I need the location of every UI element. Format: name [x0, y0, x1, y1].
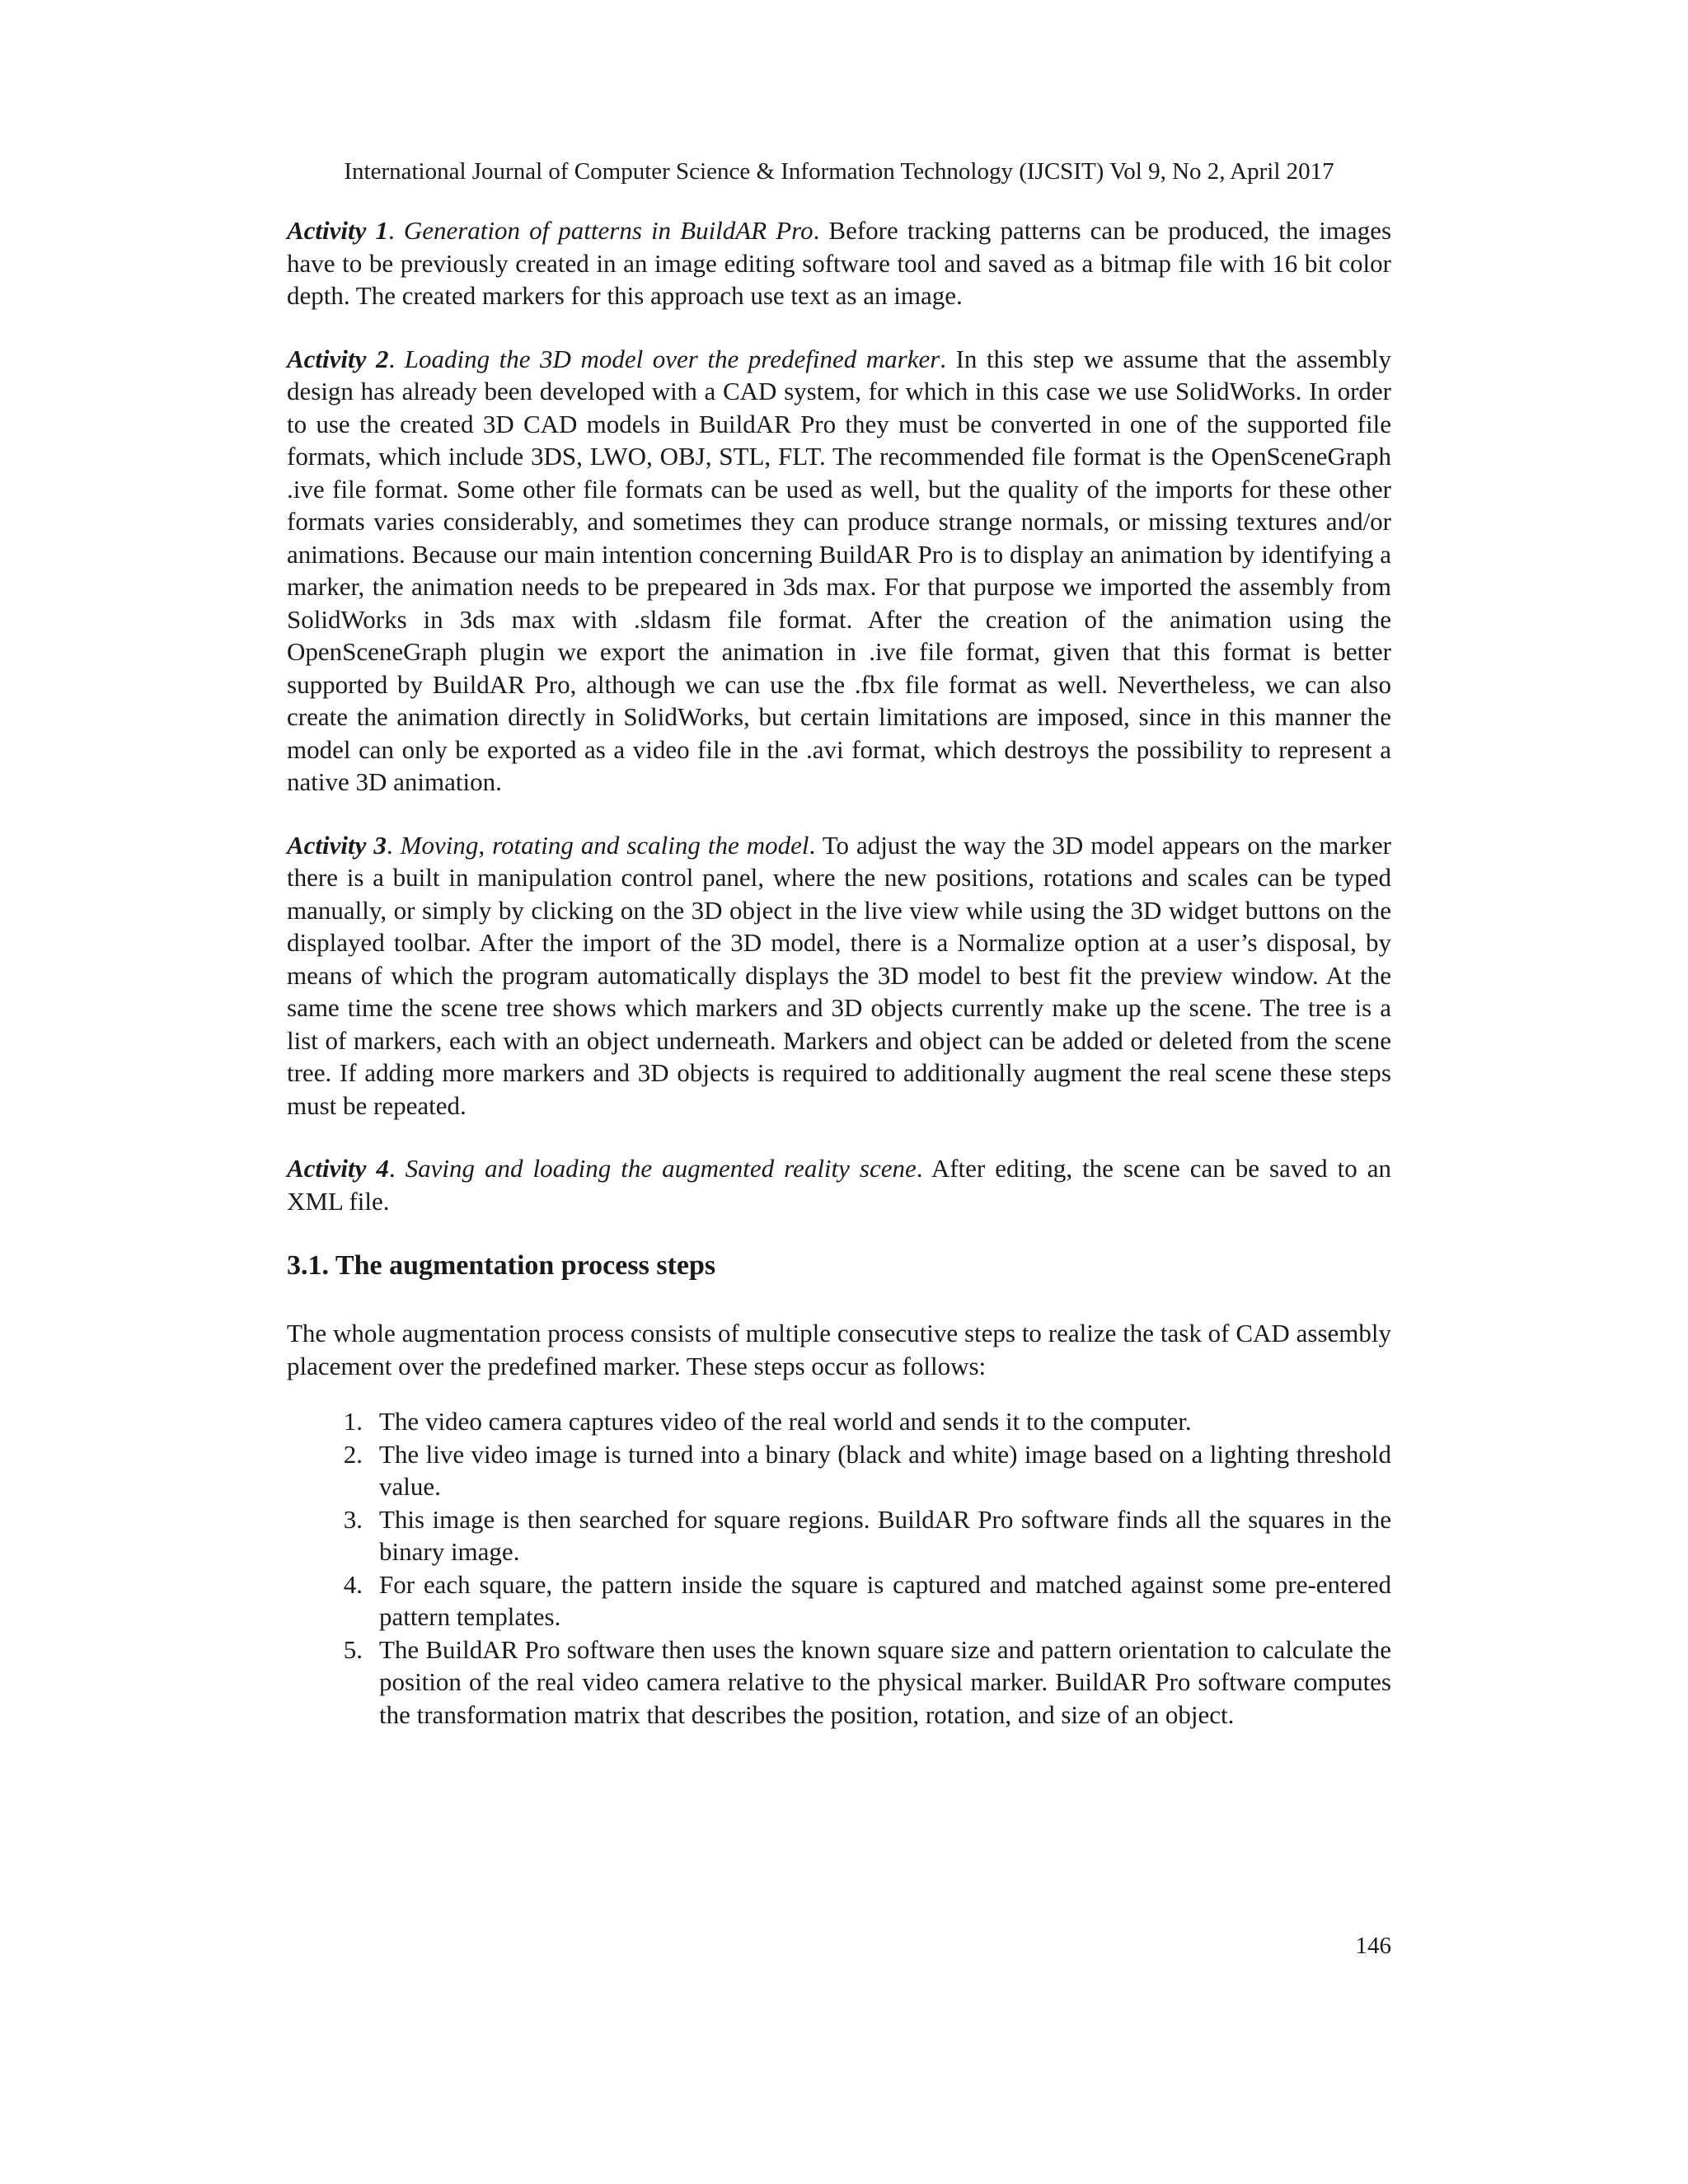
list-item-number: 2. — [343, 1439, 363, 1469]
list-item-number: 5. — [343, 1634, 363, 1664]
activity-3-text: To adjust the way the 3D model appears on the marker there is a built in manipulation control panel, where the new positions, rotations and scales can be typed manually, or simply by clicking on the 3D object in the live view while using the 3D widget buttons on the displayed toolbar. After the import of the 3D model, there is a Normalize option at a user’s disposal, by means of which the program automatically displays the 3D model to best fit the preview window. At the same time the scene tree shows which markers and 3D objects currently make up the scene. The tree is a list of markers, each with an object underneath. Markers and object can be added or deleted from the scene tree. If adding more markers and 3D objects is required to additionally augment the real scene these steps must be repeated. — [287, 830, 1391, 1120]
list-item-number: 4. — [343, 1569, 363, 1599]
activity-4-label: Activity 4 — [287, 1154, 389, 1183]
list-item — [287, 1503, 1391, 1568]
activity-3-title: Moving, rotating and scaling the model — [400, 830, 809, 860]
activity-1-label: Activity 1 — [287, 216, 388, 245]
list-item — [287, 1438, 1391, 1503]
activity-3-paragraph: Activity 3. Moving, rotating and scaling the model. To adjust the way the 3D model appears on the marker there is a built in manipulation control panel, where the new positions, rotations and scales can be typed manually, or simply by clicking on the 3D object in the live view while using the 3D widget buttons on the displayed toolbar. After the import of the 3D model, there is a Normalize option at a user’s disposal, by means of which the program automatically displays the 3D model to best fit the preview window. At the same time the scene tree shows which markers and 3D objects currently make up the scene. The tree is a list of markers, each with an object underneath. Markers and object can be added or deleted from the scene tree. If adding more markers and 3D objects is required to additionally augment the real scene these steps must be repeated. — [287, 830, 1391, 1120]
activity-1-title: Generation of patterns in BuildAR Pro — [403, 216, 814, 245]
list-item — [287, 1568, 1391, 1633]
list-item-text: This image is then searched for square regions. BuildAR Pro software finds all the squares in the binary image. — [379, 1504, 1391, 1566]
running-header: International Journal of Computer Science & Information Technology (IJCSIT) Vol 9, No 2, April 2017 — [344, 158, 1334, 185]
activity-3-label: Activity 3 — [287, 830, 387, 860]
section-intro: The whole augmentation process consists of multiple consecutive steps to realize the task of CAD assembly placement over the predefined marker. These steps occur as follows: — [287, 1319, 1391, 1380]
activity-4-title: Saving and loading the augmented reality scene — [405, 1154, 917, 1183]
activity-1-text: Before tracking patterns can be produced, the images have to be previously created in an image editing software tool and saved as a bitmap file with 16 bit color depth. The created markers for this approach use text as an image. — [287, 216, 1392, 310]
paper-page — [287, 157, 1391, 1731]
activity-2-paragraph: Activity 2. Loading the 3D model over the predefined marker. In this step we assume that the assembly design has already been developed with a CAD system, for which in this case we use SolidWorks. In order to use the created 3D CAD models in BuildAR Pro they must be converted in one of the supported file formats, which include 3DS, LWO, OBJ, STL, FLT. The recommended file format is the OpenSceneGraph .ive file format. Some other file formats can be used as well, but the quality of the imports for these other formats varies considerably, and sometimes they can produce strange normals, or missing textures and/or animations. Because our main intention concerning BuildAR Pro is to display an animation by identifying a marker, the animation needs to be prepeared in 3ds max. For that purpose we imported the assembly from SolidWorks in 3ds max with .sldasm file format. After the creation of the animation using the OpenSceneGraph plugin we export the animation in .ive file format, given that this format is better supported by BuildAR Pro, although we can use the .fbx file format as well. Nevertheless, we can also create the animation directly in SolidWorks, but certain limitations are imposed, since in this manner the model can only be exported as a video file in the .avi format, which destroys the possibility to represent a native 3D animation. — [287, 344, 1392, 796]
list-item-text: For each square, the pattern inside the square is captured and matched against some pre-entered pattern templates. — [379, 1569, 1391, 1631]
activity-4-paragraph: Activity 4. Saving and loading the augmented reality scene. After editing, the scene can be saved to an XML file. — [287, 1154, 1392, 1216]
activity-1-paragraph: Activity 1. Generation of patterns in BuildAR Pro. Before tracking patterns can be produced, the images have to be previously created in an image editing software tool and saved as a bitmap file with 16 bit color depth. The created markers for this approach use text as an image. — [287, 216, 1392, 310]
list-item-text: The video camera captures video of the real world and sends it to the computer. — [379, 1407, 1192, 1436]
page-number: 146 — [1355, 1933, 1391, 1959]
activity-2-text: In this step we assume that the assembly design has already been developed with a CAD system, for which in this case we use SolidWorks. In order to use the created 3D CAD models in BuildAR Pro they must be converted in one of the supported file formats, which include 3DS, LWO, OBJ, STL, FLT. The recommended file format is the OpenSceneGraph .ive file format. Some other file formats can be used as well, but the quality of the imports for these other formats varies considerably, and sometimes they can produce strange normals, or missing textures and/or animations. Because our main intention concerning BuildAR Pro is to display an animation by identifying a marker, the animation needs to be prepeared in 3ds max. For that purpose we imported the assembly from SolidWorks in 3ds max with .sldasm file format. After the creation of the animation using the OpenSceneGraph plugin we export the animation in .ive file format, given that this format is better supported by BuildAR Pro, although we can use the .fbx file format as well. Nevertheless, we can also create the animation directly in SolidWorks, but certain limitations are imposed, since in this manner the model can only be exported as a video file in the .avi format, which destroys the possibility to represent a native 3D animation. — [287, 344, 1392, 796]
activity-2-title: Loading the 3D model over the predefined marker — [404, 344, 940, 373]
list-item — [287, 1405, 1391, 1438]
activity-4-text: After editing, the scene can be saved to an XML file. — [287, 1154, 1392, 1216]
list-item-text: The BuildAR Pro software then uses the known square size and pattern orientation to calculate the position of the real video camera relative to the physical marker. BuildAR Pro software computes the transformation matrix that describes the position, rotation, and size of an object. — [379, 1634, 1391, 1729]
list-item-text: The live video image is turned into a binary (black and white) image based on a lighting threshold value. — [379, 1439, 1391, 1501]
activity-2-label: Activity 2 — [287, 344, 389, 373]
list-item-number: 1. — [343, 1407, 363, 1436]
section-heading: 3.1. The augmentation process steps — [287, 1250, 716, 1281]
steps-list — [287, 1405, 1391, 1731]
list-item-number: 3. — [343, 1504, 363, 1534]
list-item — [287, 1633, 1391, 1732]
